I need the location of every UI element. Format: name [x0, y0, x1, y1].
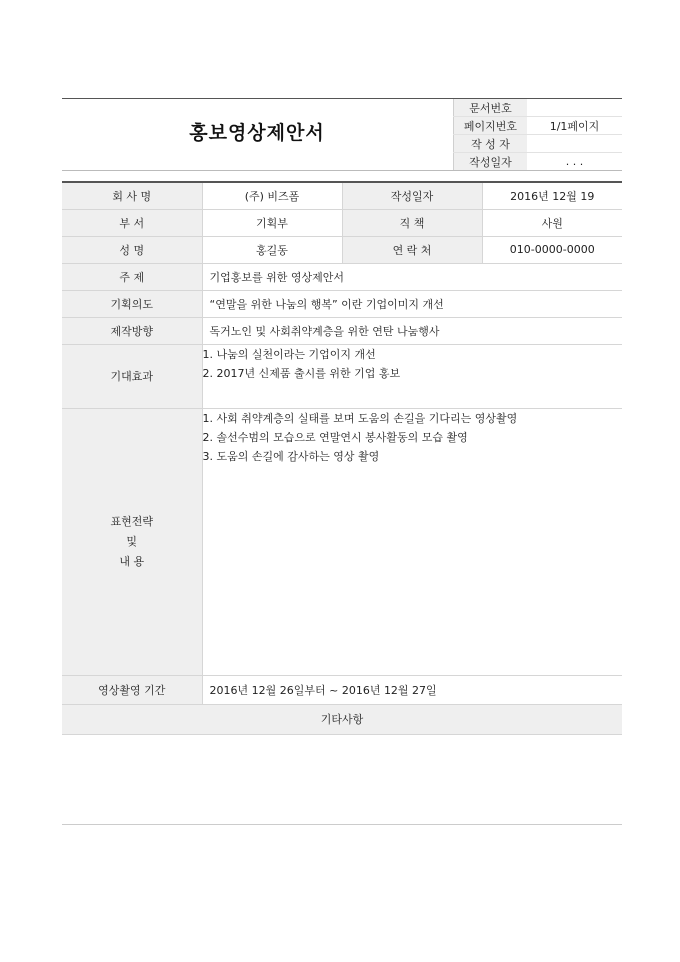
misc-content-area[interactable] — [62, 735, 622, 825]
name-label: 성 명 — [62, 236, 202, 263]
subject-label: 주 제 — [62, 263, 202, 290]
meta-row-doc-number — [454, 99, 623, 117]
direction-value[interactable]: 독거노인 및 사회취약계층을 위한 연탄 나눔행사 — [202, 317, 622, 344]
meta-row-date — [454, 153, 623, 171]
row-expected-effect — [62, 344, 622, 408]
row-name — [62, 236, 622, 263]
meta-label: 페이지번호 — [454, 117, 528, 135]
row-strategy — [62, 408, 622, 675]
document-meta-table — [453, 99, 622, 170]
company-value[interactable]: (주) 비즈폼 — [202, 182, 342, 209]
strategy-label-line: 표현전략 — [110, 514, 153, 528]
meta-label: 문서번호 — [454, 99, 528, 117]
name-value[interactable]: 홍길동 — [202, 236, 342, 263]
period-label: 영상촬영 기간 — [62, 675, 202, 704]
meta-value-date[interactable]: . . . — [565, 155, 584, 168]
department-value[interactable]: 기획부 — [202, 209, 342, 236]
meta-label: 작 성 자 — [454, 135, 528, 153]
effect-item: 2. 2017년 신제품 출시를 위한 기업 홍보 — [202, 366, 401, 380]
intent-label: 기획의도 — [62, 290, 202, 317]
department-label: 부 서 — [62, 209, 202, 236]
row-department — [62, 209, 622, 236]
contact-label: 연 락 처 — [342, 236, 482, 263]
meta-row-page-number — [454, 117, 623, 135]
meta-value-doc-number[interactable] — [527, 99, 622, 117]
strategy-label — [62, 408, 202, 675]
date-label: 작성일자 — [342, 182, 482, 209]
effect-value[interactable] — [202, 344, 622, 408]
strategy-label-line: 및 — [126, 534, 138, 548]
direction-label: 제작방향 — [62, 317, 202, 344]
contact-value[interactable]: 010-0000-0000 — [482, 236, 622, 263]
strategy-item: 2. 솔선수범의 모습으로 연말연시 봉사활동의 모습 촬영 — [202, 430, 468, 444]
position-value[interactable]: 사원 — [482, 209, 622, 236]
meta-label: 작성일자 — [454, 153, 528, 171]
effect-item: 1. 나눔의 실천이라는 기업이지 개선 — [202, 347, 376, 361]
effect-label: 기대효과 — [62, 344, 202, 408]
row-direction — [62, 317, 622, 344]
subject-value[interactable]: 기업홍보를 위한 영상제안서 — [202, 263, 622, 290]
proposal-form-table — [62, 181, 622, 735]
row-misc-header — [62, 704, 622, 734]
header-bottom-rule — [62, 170, 622, 171]
period-value[interactable]: 2016년 12월 26일부터 ~ 2016년 12월 27일 — [202, 675, 622, 704]
meta-value-page-number[interactable]: 1/1페이지 — [527, 117, 622, 135]
company-label: 회 사 명 — [62, 182, 202, 209]
intent-value[interactable]: “연말을 위한 나눔의 행복” 이란 기업이미지 개선 — [202, 290, 622, 317]
meta-value-author[interactable] — [527, 135, 622, 153]
strategy-value[interactable] — [202, 408, 622, 675]
row-company — [62, 182, 622, 209]
strategy-item: 1. 사회 취약계층의 실태를 보며 도움의 손길을 기다리는 영상촬영 — [202, 411, 518, 425]
date-value[interactable]: 2016년 12월 19 — [482, 182, 622, 209]
strategy-item: 3. 도움의 손길에 감사하는 영상 촬영 — [202, 449, 380, 463]
row-intent — [62, 290, 622, 317]
document-title: 홍보영상제안서 — [189, 122, 325, 144]
row-subject — [62, 263, 622, 290]
misc-label: 기타사항 — [62, 704, 622, 734]
strategy-label-line: 내 용 — [119, 554, 145, 568]
row-shooting-period — [62, 675, 622, 704]
meta-row-author — [454, 135, 623, 153]
position-label: 직 책 — [342, 209, 482, 236]
